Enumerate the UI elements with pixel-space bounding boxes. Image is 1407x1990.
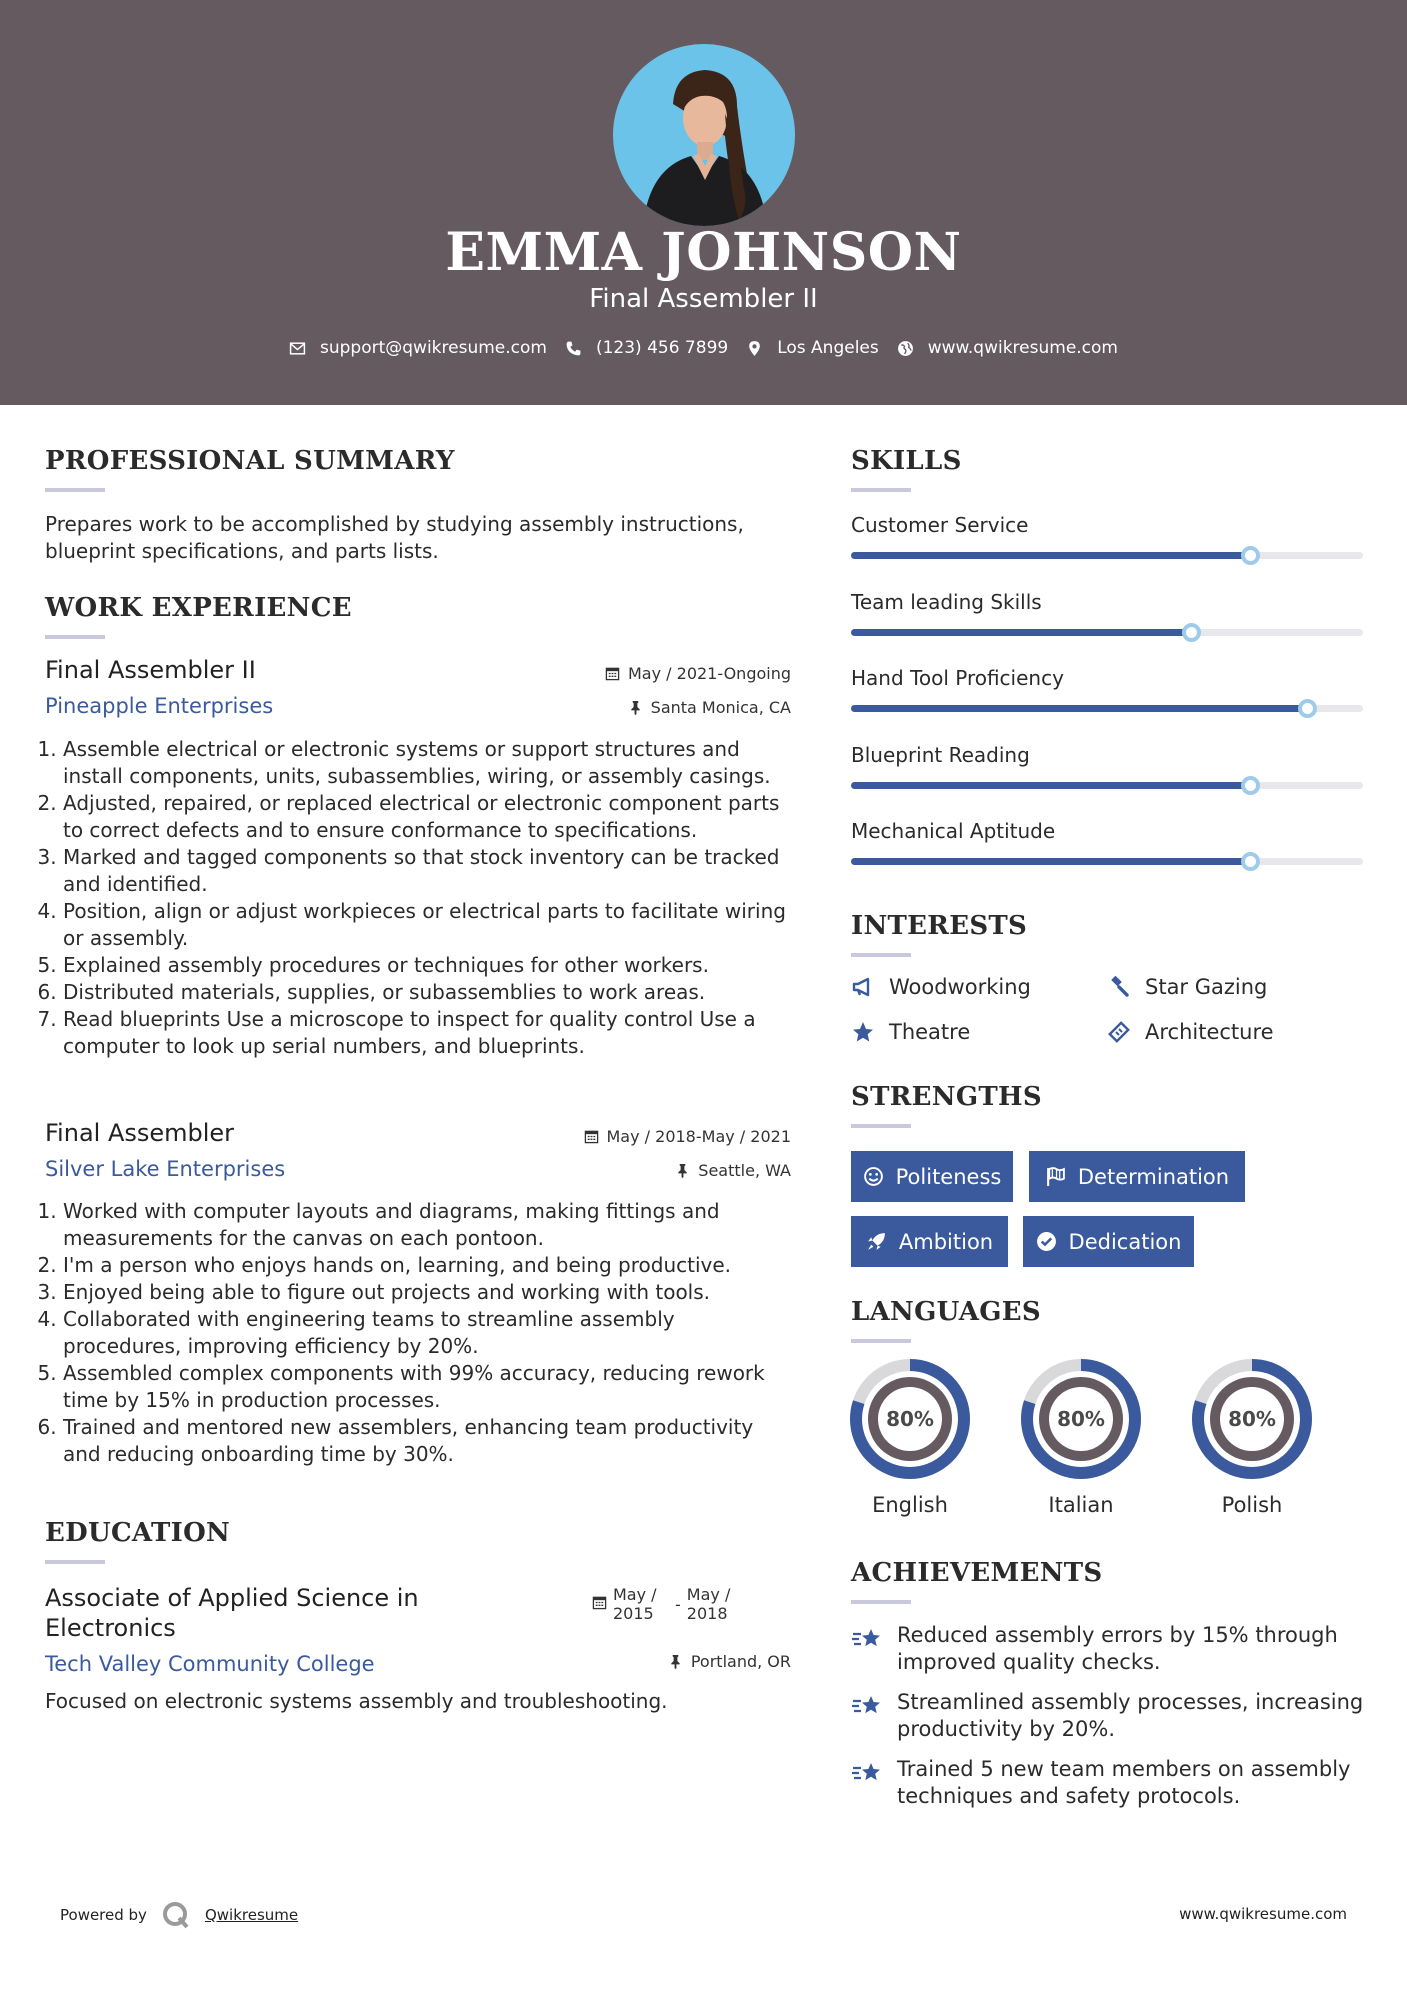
candidate-role: Final Assembler II [589,284,818,314]
calendar-icon [605,666,620,681]
skills-section [851,446,962,492]
school-name: Tech Valley Community College [45,1652,375,1676]
interests-section [851,911,1027,957]
interest-theatre [851,1020,970,1044]
smile-icon [863,1166,884,1187]
job-company: Pineapple Enterprises [45,694,274,718]
interests-title: INTERESTS [851,911,1028,941]
calendar-icon [592,1595,607,1610]
strength-label: Ambition [898,1229,994,1254]
achievement-line: Trained 5 new team members on assembly [897,1757,1351,1781]
contact-website[interactable] [897,338,1118,358]
strengths-title: STRENGTHS [851,1082,1042,1112]
section-divider [851,953,911,957]
job-dates-text: May / 2018-May / 2021 [606,1127,791,1146]
skill-bar-track [851,629,1363,636]
job-location [500,698,791,717]
languages-section [851,1297,1041,1343]
star-icon [851,1020,875,1044]
shooting-star-icon [851,1693,883,1721]
strength-badge-determination [1029,1151,1245,1202]
job-location-text: Santa Monica, CA [650,698,791,717]
skill-label: Team leading Skills [851,589,1042,614]
resume-header [0,0,1407,405]
contact-bar [0,338,1407,358]
work-section [45,593,352,639]
skill-item [851,819,1363,865]
footer-website[interactable]: www.qwikresume.com [1179,1905,1347,1923]
skills-title: SKILLS [851,446,962,476]
phone-text: (123) 456 7899 [595,338,729,358]
contact-location [746,338,879,358]
skill-bar-track [851,552,1363,559]
achievement-line: techniques and safety protocols. [897,1784,1241,1808]
skill-bar-fill [851,782,1250,789]
calendar-icon [584,1129,599,1144]
gavel-icon [1107,975,1131,999]
education-location [500,1652,791,1671]
footer-powered-by [60,1900,298,1930]
end-date-month: May / [686,1585,731,1604]
interest-architecture [1107,1020,1274,1044]
contact-phone[interactable] [565,338,728,358]
language-percent: 80% [1228,1407,1276,1431]
duty-item: 1. Worked with computer layouts and diagrams, making fittings and measurements for the canvas on each pontoon. [63,1198,795,1252]
map-pin-icon [746,340,763,357]
job-duties-list [45,736,795,1060]
section-divider [45,1560,105,1564]
phone-icon [565,340,582,357]
strength-label: Determination [1077,1164,1230,1189]
language-ring [1191,1358,1313,1480]
flag-icon [1045,1166,1066,1187]
skill-bar-track [851,858,1363,865]
ticket-icon [1107,1020,1131,1044]
degree-name [45,1583,419,1643]
job-location [500,1161,791,1180]
section-divider [45,635,105,639]
language-ring [1020,1358,1142,1480]
interest-woodworking [851,975,1031,999]
duty-item: 4. Position, align or adjust workpieces or electrical parts to facilitate wiring or assembly. [63,898,795,952]
skill-bar-knob [1241,776,1260,795]
strength-badge-politeness [851,1151,1013,1202]
education-section [45,1518,230,1564]
skill-item [851,513,1363,559]
job-dates [500,664,791,683]
powered-by-text: Powered by [60,1906,147,1924]
website-text: www.qwikresume.com [927,338,1118,358]
skill-label: Mechanical Aptitude [851,819,1056,843]
achievement-line: Streamlined assembly processes, increasing [897,1690,1364,1714]
job-duties-list [45,1198,795,1468]
duty-item: 6. Trained and mentored new assemblers, enhancing team productivity and reducing onboarding time by 30%. [63,1414,795,1468]
strengths-section [851,1082,1042,1128]
skill-bar-knob [1241,852,1260,871]
job-dates [500,1127,791,1146]
email-text: support@qwikresume.com [320,338,547,358]
job-location-text: Seattle, WA [698,1161,791,1180]
language-label: Polish [1221,1493,1283,1517]
summary-title: PROFESSIONAL SUMMARY [45,446,455,476]
interest-label: Architecture [1145,1020,1274,1044]
achievements-title: ACHIEVEMENTS [851,1558,1103,1588]
skill-item [851,666,1363,712]
interest-star-gazing [1107,975,1267,999]
education-dates [592,1585,730,1623]
location-text: Los Angeles [777,338,879,358]
achievement-line: Reduced assembly errors by 15% through [897,1623,1338,1647]
education-location-text: Portland, OR [690,1652,791,1671]
skill-item [851,590,1363,636]
duty-item: 3. Enjoyed being able to figure out projects and working with tools. [63,1279,795,1306]
degree-line: Electronics [45,1614,176,1642]
language-percent: 80% [1057,1407,1105,1431]
qwikresume-link[interactable]: Qwikresume [204,1906,299,1924]
section-divider [851,1124,911,1128]
pushpin-icon [675,1163,690,1178]
person-silhouette-icon [613,44,795,226]
check-circle-icon [1036,1231,1057,1252]
rocket-icon [866,1231,887,1252]
interest-label: Star Gazing [1145,975,1268,999]
job-title: Final Assembler II [45,656,256,684]
skill-bar-track [851,705,1363,712]
skill-label: Hand Tool Proficiency [851,666,1064,690]
strength-label: Dedication [1068,1229,1182,1254]
globe-icon [897,340,914,357]
profile-photo [613,44,795,226]
skill-label: Blueprint Reading [851,742,1030,767]
section-divider [851,488,911,492]
strength-badge-dedication [1023,1216,1194,1267]
start-date-year: 2015 [613,1604,654,1623]
strength-badge-ambition [851,1216,1008,1267]
duty-item: 5. Assembled complex components with 99% accuracy, reducing rework time by 15% in production processes. [63,1360,795,1414]
achievements-section [851,1558,1103,1604]
achievement-item [851,1622,1338,1676]
skill-bar-knob [1182,623,1201,642]
interest-label: Woodworking [889,975,1031,999]
achievement-item [851,1689,1363,1743]
duty-item: 7. Read blueprints Use a microscope to inspect for quality control Use a computer to look up serial numbers, and blueprints. [63,1006,795,1060]
job-title: Final Assembler [45,1119,235,1147]
duty-item: 2. I'm a person who enjoys hands on, learning, and being productive. [63,1252,795,1279]
skill-item [851,743,1363,789]
achievement-line: improved quality checks. [897,1650,1161,1674]
skill-bar-fill [851,552,1250,559]
shooting-star-icon [851,1760,883,1788]
qwikresume-logo-icon [161,1900,191,1930]
skill-bar-knob [1298,699,1317,718]
megaphone-icon [851,975,875,999]
job-dates-text: May / 2021-Ongoing [628,664,791,683]
start-date-month: May / [613,1585,657,1604]
section-divider [851,1339,911,1343]
section-divider [851,1600,911,1604]
duty-item: 6. Distributed materials, supplies, or subassemblies to work areas. [63,979,795,1006]
duty-item: 2. Adjusted, repaired, or replaced electrical or electronic component parts to correct defects and to ensure conformance to specifications. [63,790,795,844]
job-company: Silver Lake Enterprises [45,1157,286,1181]
language-percent: 80% [886,1407,934,1431]
interest-label: Theatre [889,1020,971,1044]
candidate-name: EMMA JOHNSON [445,222,962,283]
summary-text: Prepares work to be accomplished by studying assembly instructions, blueprint specifications, and parts lists. [45,512,744,563]
language-label: Italian [1048,1493,1114,1517]
strength-label: Politeness [895,1164,1002,1189]
education-title: EDUCATION [45,1518,231,1548]
duty-item: 3. Marked and tagged components so that stock inventory can be tracked and identified. [63,844,795,898]
skill-bar-fill [851,858,1250,865]
skill-label: Customer Service [851,513,1029,537]
language-ring [849,1358,971,1480]
education-description: Focused on electronic systems assembly and troubleshooting. [45,1689,668,1713]
language-label: English [872,1493,948,1517]
skill-bar-fill [851,629,1191,636]
pushpin-icon [628,700,643,715]
duty-item: 5. Explained assembly procedures or techniques for other workers. [63,952,795,979]
summary-section [45,446,455,492]
duty-item: 4. Collaborated with engineering teams to streamline assembly procedures, improving efficiency by 20%. [63,1306,795,1360]
pushpin-icon [668,1654,683,1669]
section-divider [45,488,105,492]
achievement-item [851,1756,1350,1810]
end-date-year: 2018 [686,1604,728,1623]
degree-line: Associate of Applied Science in [45,1584,419,1612]
skill-bar-knob [1241,546,1260,565]
work-title: WORK EXPERIENCE [45,593,352,623]
achievement-line: productivity by 20%. [897,1717,1115,1741]
shooting-star-icon [851,1626,883,1654]
skill-bar-track [851,782,1363,789]
languages-title: LANGUAGES [851,1297,1041,1327]
date-separator: - [675,1595,681,1614]
contact-email[interactable] [289,338,547,358]
duty-item: 1. Assemble electrical or electronic systems or support structures and install components, units, subassemblies, wiring, or assembly casings. [63,736,795,790]
envelope-icon [289,340,306,357]
skill-bar-fill [851,705,1307,712]
